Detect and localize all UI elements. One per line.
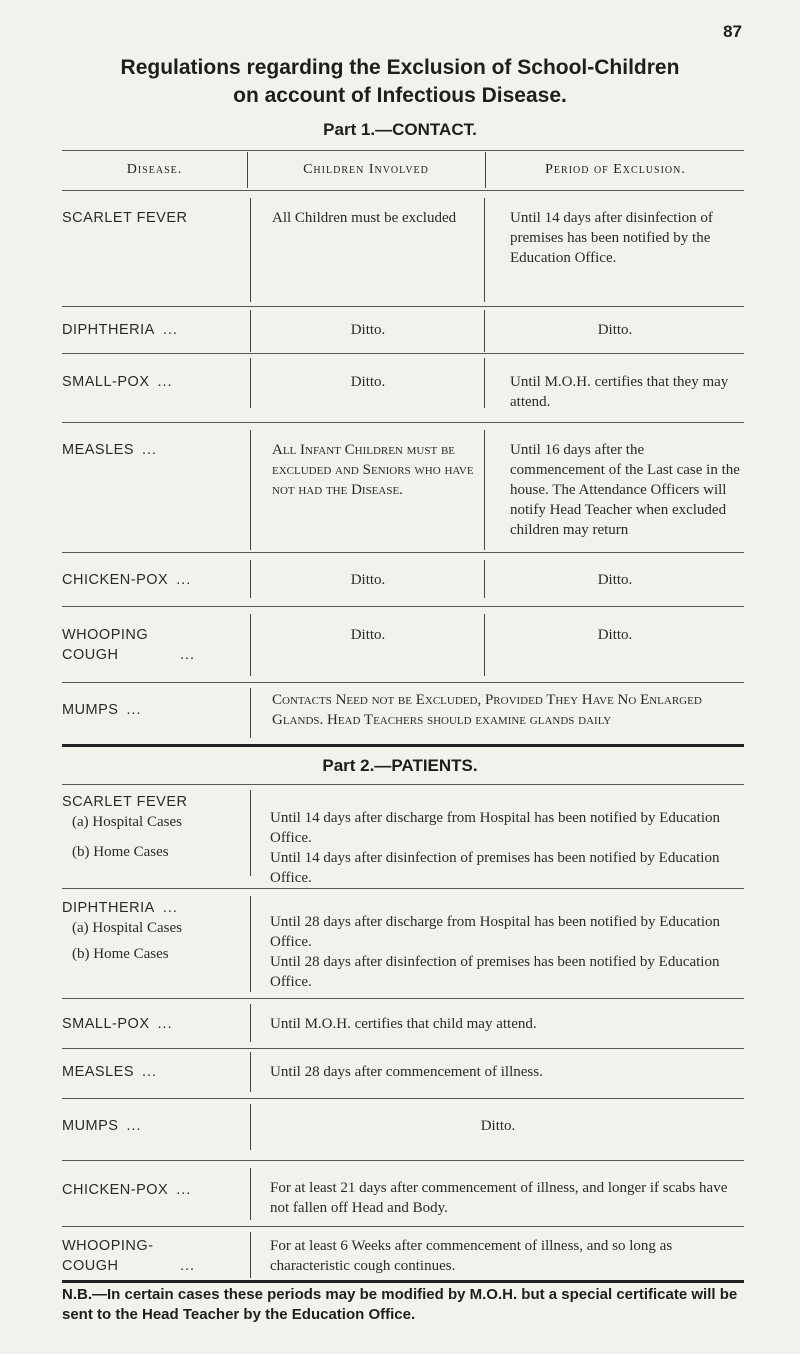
col-divider — [250, 790, 251, 876]
disease-name: CHICKEN-POX ... — [62, 572, 192, 588]
children-involved: Ditto. — [350, 627, 386, 643]
period-hospital: Until 28 days after discharge from Hospital has been notified by Education Office. — [270, 914, 721, 950]
col-divider — [484, 430, 485, 550]
period-home: Until 28 days after disinfection of premises has been notified by Education Office. — [270, 954, 720, 990]
col-divider — [484, 614, 485, 676]
exclusion-period: Until M.O.H. certifies that child may attend. — [270, 1016, 537, 1032]
disease-name: MUMPS ... — [62, 702, 142, 718]
col-divider — [250, 688, 251, 738]
children-involved: Ditto. — [350, 322, 386, 338]
exclusion-period: For at least 21 days after commencement of illness, and longer if scabs have not fallen off Head and Body. — [270, 1180, 728, 1216]
col-divider — [250, 310, 251, 352]
exclusion-period: Until M.O.H. certifies that they may attend. — [510, 374, 729, 410]
row-rule — [62, 1098, 744, 1099]
sub-case-hospital: (a) Hospital Cases — [72, 920, 182, 936]
col-divider — [250, 1168, 251, 1220]
children-involved: Ditto. — [350, 374, 386, 390]
header-divider-2 — [485, 152, 486, 188]
part1-heading: Part 1.—CONTACT. — [323, 120, 477, 139]
col-divider — [250, 358, 251, 408]
row-rule — [62, 306, 744, 307]
exclusion-period: Until 16 days after the commencement of the Last case in the house. The Attendance Officers will notify Head Teacher when excluded children may return — [510, 442, 740, 538]
col-divider — [484, 560, 485, 598]
col-divider — [250, 1232, 251, 1278]
disease-name: WHOOPING COUGH ... — [62, 627, 196, 663]
row-rule — [62, 888, 744, 889]
part1-bottom-rule — [62, 744, 744, 747]
sub-case-home: (b) Home Cases — [72, 844, 169, 860]
col-divider — [484, 358, 485, 408]
row-rule — [62, 1160, 744, 1161]
row-rule — [62, 422, 744, 423]
disease-name: WHOOPING-COUGH ... — [62, 1238, 196, 1274]
contacts-note: Contacts Need not be Excluded, Provided They Have No Enlarged Glands. Head Teachers should examine glands daily — [272, 692, 702, 728]
header-divider-1 — [247, 152, 248, 188]
col-divider — [250, 1104, 251, 1150]
children-involved: All Infant Children must be excluded and Seniors who have not had the Disease. — [272, 442, 474, 498]
period-home: Until 14 days after disinfection of premises has been notified by Education Office. — [270, 850, 720, 886]
col-divider — [250, 1052, 251, 1092]
col-divider — [484, 310, 485, 352]
disease-name: MUMPS ... — [62, 1118, 142, 1134]
col-header-period: Period of Exclusion. — [545, 162, 686, 177]
disease-name: DIPHTHERIA ... — [62, 322, 178, 338]
col-divider — [250, 896, 251, 992]
col-header-disease: Disease. — [126, 162, 183, 177]
page-title-line2: on account of Infectious Disease. — [233, 84, 567, 107]
disease-name: SMALL-POX ... — [62, 1016, 173, 1032]
footnote: N.B.—In certain cases these periods may be modified by M.O.H. but a special certificate will be sent to the Head Teacher by the Education Office. — [62, 1286, 738, 1323]
row-rule — [62, 353, 744, 354]
exclusion-period: Ditto. — [597, 572, 633, 588]
sub-case-home: (b) Home Cases — [72, 946, 169, 962]
row-rule — [62, 682, 744, 683]
disease-name: CHICKEN-POX ... — [62, 1182, 192, 1198]
row-rule — [62, 1048, 744, 1049]
sub-case-hospital: (a) Hospital Cases — [72, 814, 182, 830]
row-rule — [62, 1226, 744, 1227]
row-rule — [62, 606, 744, 607]
disease-name: DIPHTHERIA ... — [62, 900, 178, 916]
part2-top-rule — [62, 784, 744, 785]
disease-name: MEASLES ... — [62, 1064, 158, 1080]
exclusion-period: For at least 6 Weeks after commencement of illness, and so long as characteristic cough continues. — [270, 1238, 673, 1274]
exclusion-period: Until 14 days after disinfection of premises has been notified by the Education Office. — [510, 210, 713, 266]
children-involved: Ditto. — [350, 572, 386, 588]
col-divider — [484, 198, 485, 302]
disease-name: SMALL-POX ... — [62, 374, 173, 390]
disease-name: MEASLES ... — [62, 442, 158, 458]
row-rule — [62, 998, 744, 999]
exclusion-period: Ditto. — [597, 322, 633, 338]
col-divider — [250, 1004, 251, 1042]
header-bottom-rule — [62, 190, 744, 191]
col-divider — [250, 560, 251, 598]
part2-bottom-rule — [62, 1280, 744, 1283]
row-rule — [62, 552, 744, 553]
exclusion-period: Ditto. — [480, 1118, 516, 1134]
disease-name: SCARLET FEVER — [62, 794, 188, 810]
period-hospital: Until 14 days after discharge from Hospital has been notified by Education Office. — [270, 810, 721, 846]
page-number: 87 — [723, 22, 742, 41]
exclusion-period: Ditto. — [597, 627, 633, 643]
col-divider — [250, 430, 251, 550]
part1-top-rule — [62, 150, 744, 151]
part2-heading: Part 2.—PATIENTS. — [322, 756, 478, 775]
exclusion-period: Until 28 days after commencement of illness. — [270, 1064, 543, 1080]
col-divider — [250, 198, 251, 302]
col-header-children: Children Involved — [303, 162, 429, 177]
col-divider — [250, 614, 251, 676]
page-title-line1: Regulations regarding the Exclusion of School-Children — [120, 56, 680, 79]
disease-name: SCARLET FEVER — [62, 210, 188, 226]
children-involved: All Children must be excluded — [272, 210, 457, 226]
